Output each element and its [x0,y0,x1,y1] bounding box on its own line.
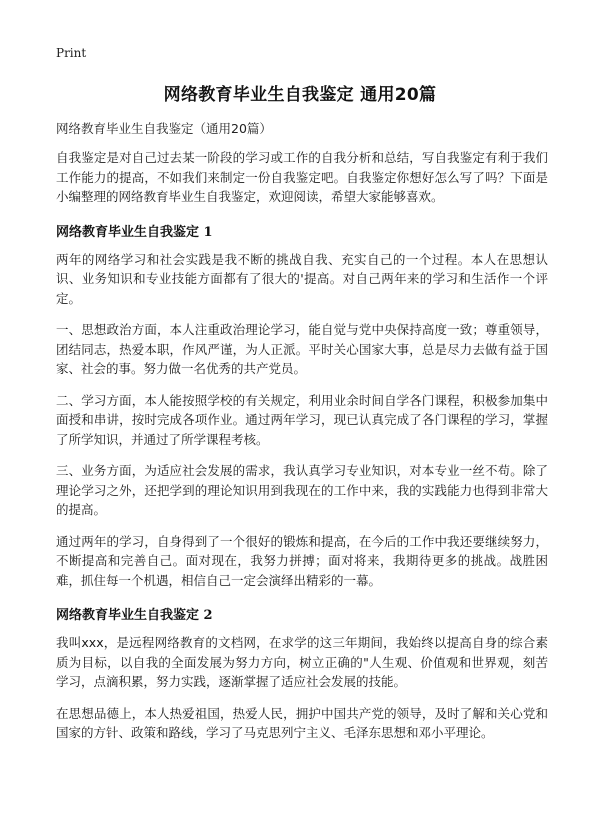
print-link[interactable]: Print [56,46,87,60]
paragraph: 两年的网络学习和社会实践是我不断的挑战自我、充实自己的一个过程。本人在思想认识、业务知识和专业技能方面都有了很大的'提高。对自己两年来的学习和生活作一个评定。 [56,251,548,306]
paragraph: 一、思想政治方面，本人注重政治理论学习，能自觉与党中央保持高度一致；尊重领导，团结同志，热爱本职，作风严谨，为人正派。平时关心国家大事，总是尽力去做有益于国家、社会的事。努力做一名优秀的共产党员。 [56,322,548,376]
section-heading: 网络教育毕业生自我鉴定 1 [56,224,213,240]
section-1 [56,221,548,591]
intro-paragraph: 自我鉴定是对自己过去某一阶段的学习或工作的自我分析和总结，写自我鉴定有利于我们工作能力的提高，不如我们来制定一份自我鉴定吧。自我鉴定你想好怎么写了吗？下面是小编整理的网络教育毕业生自我鉴定，欢迎阅读，希望大家能够喜欢。 [56,150,548,204]
paragraph: 在思想品德上，本人热爱祖国，热爱人民，拥护中国共产党的领导，及时了解和关心党和国家的方针、政策和路线，学习了马克思列宁主义、毛泽东思想和邓小平理论。 [56,705,548,740]
paragraph: 二、学习方面，本人能按照学校的有关规定，利用业余时间自学各门课程，积极参加集中面授和串讲，按时完成各项作业。通过两年学习，现已认真完成了各门课程的学习，掌握了所学知识，并通过了所学课程考核。 [56,392,548,447]
document-body [56,148,548,755]
section-heading: 网络教育毕业生自我鉴定 2 [56,608,213,623]
document-subtitle: 网络教育毕业生自我鉴定（通用20篇） [56,121,272,136]
paragraph: 三、业务方面，为适应社会发展的需求，我认真学习专业知识，对本专业一丝不苟。除了理论学习之外，还把学到的理论知识用到我现在的工作中来，我的实践能力也得到非常大的提高。 [56,463,548,517]
section-2 [56,604,548,743]
paragraph: 通过两年的学习，自身得到了一个很好的锻炼和提高，在今后的工作中我还要继续努力，不断提高和完善自己。面对现在，我努力拼搏；面对将来，我期待更多的挑战。战胜困难，抓住每一个机遇，相信自己一定会演绎出精彩的一幕。 [56,533,548,588]
page-title: 网络教育毕业生自我鉴定 通用20篇 [163,85,437,105]
paragraph: 我叫xxx，是远程网络教育的文档网，在求学的这三年期间，我始终以提高自身的综合素质为目标，以自我的全面发展为努力方向，树立正确的"人生观、价值观和世界观，刻苦学习，点滴积累，努力实践，逐渐掌握了适应社会发展的技能。 [56,635,548,689]
